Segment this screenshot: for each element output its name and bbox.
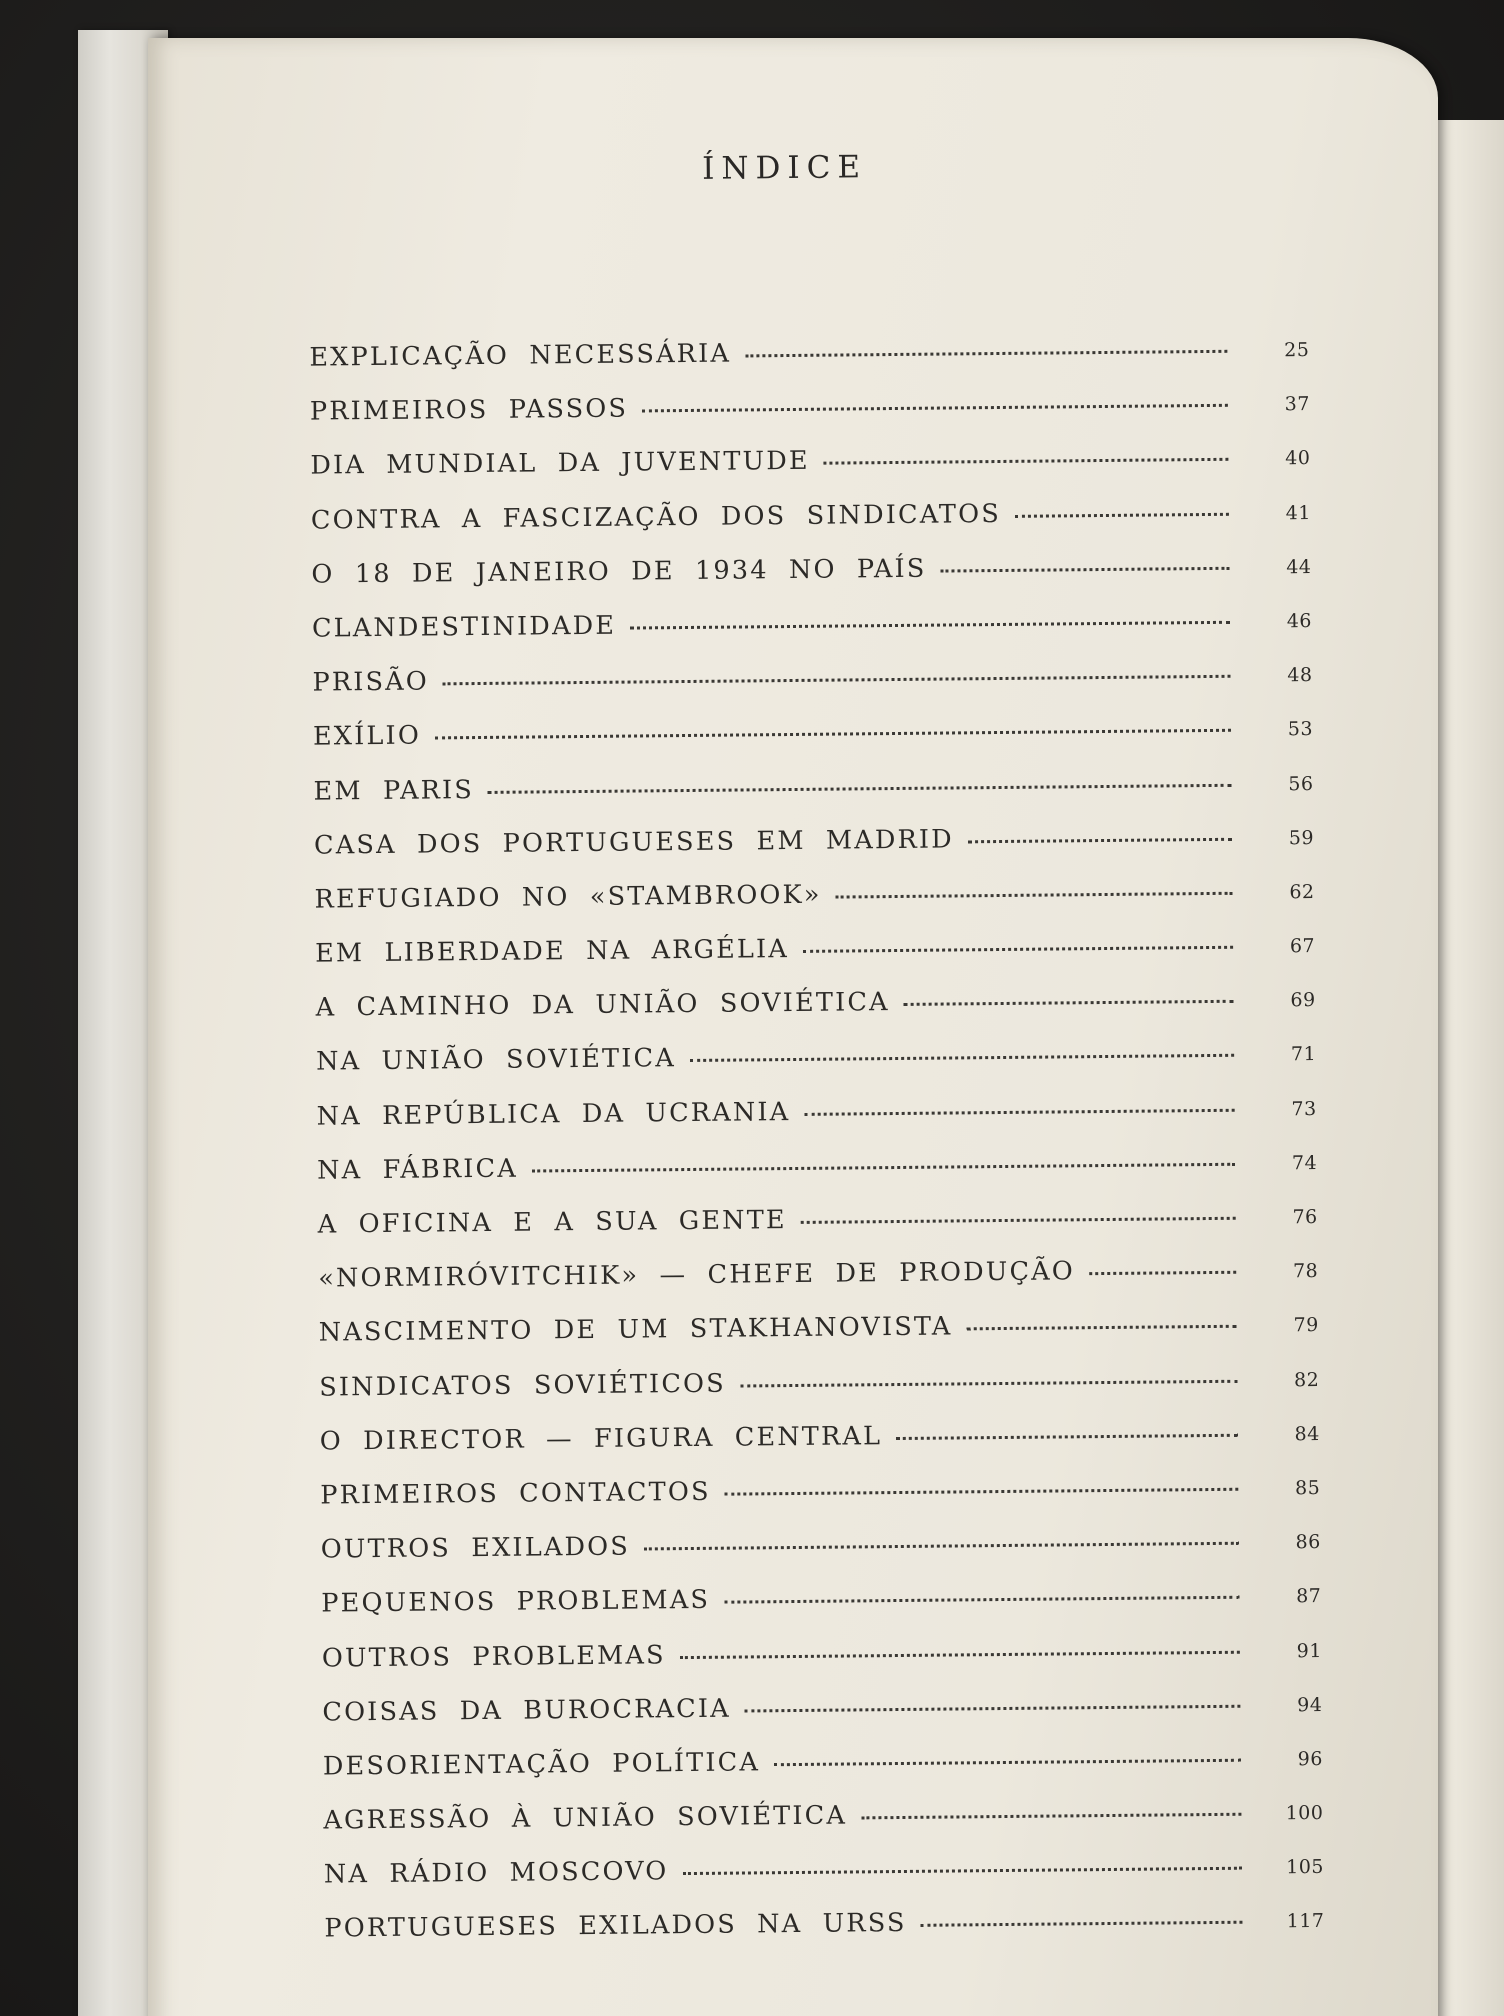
toc-entry (324, 1850, 1324, 1914)
toc-entry-title: NA REPÚBLICA DA UCRANIA (316, 1096, 791, 1132)
toc-entry (321, 1579, 1321, 1643)
toc-entry (319, 1308, 1319, 1372)
toc-entry-page-number: 41 (1285, 501, 1312, 524)
toc-entry (318, 1254, 1318, 1318)
dot-leader (1015, 512, 1229, 517)
toc-entry-page-number: 87 (1296, 1585, 1322, 1608)
toc-entry-page-number: 37 (1284, 393, 1310, 416)
dot-leader (966, 1325, 1236, 1331)
toc-entry-page-number: 105 (1286, 1856, 1325, 1879)
dot-leader (724, 1596, 1239, 1604)
toc-entry-title: EXÍLIO (312, 720, 422, 752)
dot-leader (941, 567, 1230, 573)
toc-entry (317, 1092, 1317, 1156)
toc-entry-page-number: 79 (1293, 1314, 1319, 1337)
toc-entry (312, 604, 1312, 668)
toc-entry (310, 387, 1310, 451)
toc-entry-title: PRISÃO (312, 666, 430, 698)
toc-entry-page-number: 117 (1286, 1910, 1325, 1933)
toc-entry (312, 658, 1312, 722)
toc-entry (319, 1363, 1319, 1427)
dot-leader (745, 1704, 1241, 1712)
toc-entry-page-number: 71 (1290, 1043, 1317, 1066)
dot-leader (921, 1921, 1243, 1927)
dot-leader (896, 1433, 1238, 1439)
toc-entry-title: COISAS DA BUROCRACIA (322, 1693, 731, 1728)
toc-entry-page-number: 56 (1288, 772, 1314, 795)
dot-leader (801, 1217, 1236, 1224)
toc-entry (322, 1633, 1322, 1697)
toc-entry-page-number: 74 (1291, 1151, 1318, 1175)
toc-entry (311, 496, 1311, 560)
toc-entry-page-number: 85 (1295, 1476, 1321, 1500)
toc-entry-title: SINDICATOS SOVIÉTICOS (319, 1368, 727, 1403)
toc-entry (318, 1200, 1318, 1264)
dot-leader (824, 458, 1229, 465)
dot-leader (488, 783, 1232, 793)
toc-entry (313, 766, 1313, 830)
toc-entry (323, 1742, 1323, 1806)
dot-leader (680, 1650, 1240, 1658)
toc-entry-page-number: 91 (1296, 1639, 1322, 1662)
toc-entry-title: AGRESSÃO À UNIÃO SOVIÉTICA (323, 1800, 848, 1836)
dot-leader (836, 892, 1233, 899)
dot-leader (968, 837, 1232, 843)
toc-entry-title: OUTROS EXILADOS (320, 1531, 631, 1565)
toc-entry (315, 983, 1315, 1047)
toc-entry (309, 333, 1309, 397)
toc-entry (323, 1796, 1323, 1860)
toc-entry-title: REFUGIADO NO «STAMBROOK» (314, 879, 822, 915)
toc-entry-page-number: 96 (1297, 1747, 1324, 1771)
toc-entry-title: PRIMEIROS PASSOS (309, 393, 629, 427)
toc-entry-page-number: 76 (1292, 1205, 1318, 1229)
table-of-contents (309, 333, 1325, 1968)
toc-entry-page-number: 53 (1287, 718, 1314, 741)
toc-entry-title: PORTUGUESES EXILADOS NA URSS (324, 1908, 907, 1944)
toc-entry-title: A CAMINHO DA UNIÃO SOVIÉTICA (315, 987, 890, 1023)
dot-leader (904, 1000, 1234, 1006)
dot-leader (644, 1542, 1239, 1551)
book-page (148, 38, 1438, 2016)
dot-leader (861, 1813, 1241, 1820)
toc-entry (314, 821, 1314, 885)
dot-leader (443, 675, 1231, 686)
toc-entry (315, 929, 1315, 993)
toc-entry-title: EXPLICAÇÃO NECESSÁRIA (309, 338, 732, 373)
toc-entry-title: O DIRECTOR — FIGURA CENTRAL (319, 1420, 883, 1457)
toc-entry (317, 1146, 1317, 1210)
toc-entry-page-number: 44 (1286, 555, 1312, 578)
dot-leader (740, 1379, 1237, 1387)
toc-entry-page-number: 94 (1297, 1693, 1323, 1716)
toc-entry-title: «NORMIRÓVITCHIK» — CHEFE DE PRODUÇÃO (318, 1256, 1076, 1294)
toc-entry-title: NA RÁDIO MOSCOVO (323, 1856, 669, 1890)
dot-leader (682, 1867, 1241, 1875)
dot-leader (630, 621, 1230, 630)
dot-leader (804, 1108, 1234, 1115)
toc-entry-title: NA FÁBRICA (317, 1153, 519, 1186)
toc-entry-page-number: 69 (1290, 989, 1316, 1012)
toc-entry-page-number: 67 (1289, 935, 1316, 958)
toc-entry (320, 1417, 1320, 1481)
dot-leader (774, 1759, 1241, 1766)
toc-entry-title: EM PARIS (313, 774, 475, 807)
toc-entry (316, 1037, 1316, 1101)
toc-entry-page-number: 78 (1292, 1260, 1319, 1283)
toc-entry-title: NA UNIÃO SOVIÉTICA (316, 1043, 677, 1078)
toc-entry-title: A OFICINA E A SUA GENTE (317, 1205, 787, 1240)
toc-entry-page-number: 46 (1286, 609, 1313, 633)
toc-entry (310, 441, 1310, 505)
toc-entry-page-number: 100 (1285, 1802, 1324, 1825)
toc-entry-page-number: 25 (1284, 339, 1310, 362)
dot-leader (690, 1054, 1234, 1062)
dot-leader (642, 404, 1228, 413)
toc-entry-title: NASCIMENTO DE UM STAKHANOVISTA (318, 1311, 953, 1348)
toc-entry-title: CONTRA A FASCIZAÇÃO DOS SINDICATOS (310, 498, 1002, 536)
toc-entry-page-number: 62 (1289, 880, 1315, 904)
dot-leader (1089, 1271, 1236, 1275)
toc-entry-title: O 18 DE JANEIRO DE 1934 NO PAÍS (311, 553, 927, 590)
toc-entry-page-number: 84 (1294, 1422, 1320, 1445)
toc-entry-page-number: 82 (1293, 1368, 1320, 1391)
toc-entry-title: EM LIBERDADE NA ARGÉLIA (314, 934, 790, 969)
toc-entry-title: PEQUENOS PROBLEMAS (321, 1585, 711, 1619)
toc-entry-page-number: 48 (1287, 664, 1313, 687)
dot-leader (745, 350, 1227, 358)
toc-entry (324, 1904, 1324, 1968)
dot-leader (725, 1488, 1239, 1496)
toc-entry-title: DIA MUNDIAL DA JUVENTUDE (310, 446, 810, 481)
toc-entry-title: DESORIENTAÇÃO POLÍTICA (322, 1747, 761, 1782)
toc-entry-title: OUTROS PROBLEMAS (321, 1639, 666, 1674)
toc-entry-title: PRIMEIROS CONTACTOS (320, 1476, 711, 1511)
toc-entry (320, 1471, 1320, 1535)
page-content (138, 32, 1447, 2016)
toc-entry (313, 712, 1313, 776)
toc-entry-title: CASA DOS PORTUGUESES EM MADRID (313, 824, 955, 861)
toc-entry-page-number: 86 (1295, 1531, 1321, 1554)
toc-entry-title: CLANDESTINIDADE (311, 610, 617, 644)
toc-entry (321, 1525, 1321, 1589)
dot-leader (803, 946, 1233, 953)
toc-entry-page-number: 73 (1291, 1097, 1317, 1120)
toc-entry-page-number: 59 (1288, 826, 1315, 849)
toc-entry (314, 875, 1314, 939)
dot-leader (532, 1163, 1235, 1173)
toc-entry-page-number: 40 (1285, 447, 1311, 470)
toc-entry (322, 1688, 1322, 1752)
dot-leader (435, 729, 1231, 740)
toc-entry (311, 550, 1311, 614)
page-title: ÍNDICE (702, 149, 868, 187)
